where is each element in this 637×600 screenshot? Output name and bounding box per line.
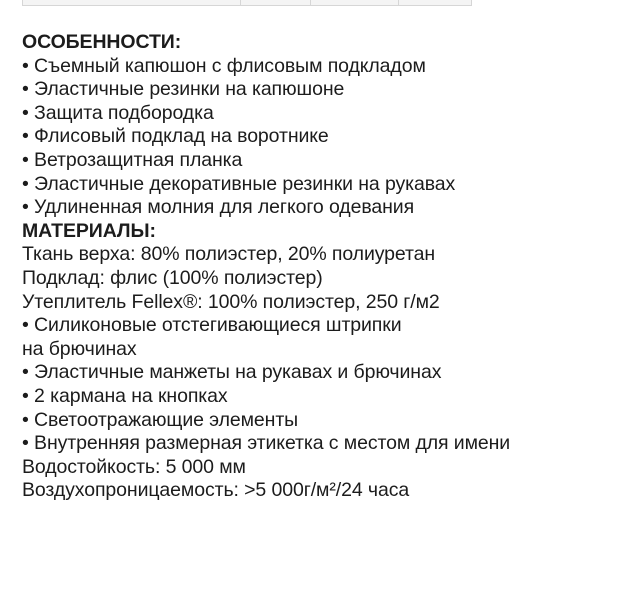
material-line: Утеплитель Fellex®: 100% полиэстер, 250 г/м2: [22, 290, 440, 313]
feature-item: • Ветрозащитная планка: [22, 148, 243, 171]
feature-item: • Съемный капюшон с флисовым подкладом: [22, 54, 426, 77]
material-line: на брючинах: [22, 337, 137, 360]
tab-2[interactable]: [240, 0, 312, 6]
material-line: • Внутренняя размерная этикетка с местом для имени: [22, 432, 511, 455]
feature-item: • Эластичные декоративные резинки на рукавах: [22, 172, 456, 195]
material-line: • Светоотражающие элементы: [22, 408, 299, 431]
material-line: Ткань верха: 80% полиэстер, 20% полиуретан: [22, 243, 436, 266]
tab-strip: [0, 0, 637, 6]
material-line: • Силиконовые отстегивающиеся штрипки: [22, 314, 402, 337]
material-line: • 2 кармана на кнопках: [22, 384, 228, 407]
materials-heading: МАТЕРИАЛЫ:: [22, 219, 156, 242]
feature-item: • Эластичные резинки на капюшоне: [22, 78, 345, 101]
features-heading: ОСОБЕННОСТИ:: [22, 31, 182, 53]
product-description: [22, 31, 634, 503]
material-line: Подклад: флис (100% полиэстер): [22, 266, 323, 289]
material-line: • Эластичные манжеты на рукавах и брючинах: [22, 361, 442, 384]
material-line: Водостойкость: 5 000 мм: [22, 455, 246, 478]
tab-3[interactable]: [310, 0, 400, 6]
feature-item: • Защита подбородка: [22, 101, 214, 124]
feature-item: • Удлиненная молния для легкого одевания: [22, 196, 415, 219]
material-line: Воздухопроницаемость: >5 000г/м²/24 часа: [22, 479, 410, 502]
tab-1[interactable]: [22, 0, 242, 6]
feature-item: • Флисовый подклад на воротнике: [22, 125, 329, 148]
tab-4[interactable]: [398, 0, 472, 6]
